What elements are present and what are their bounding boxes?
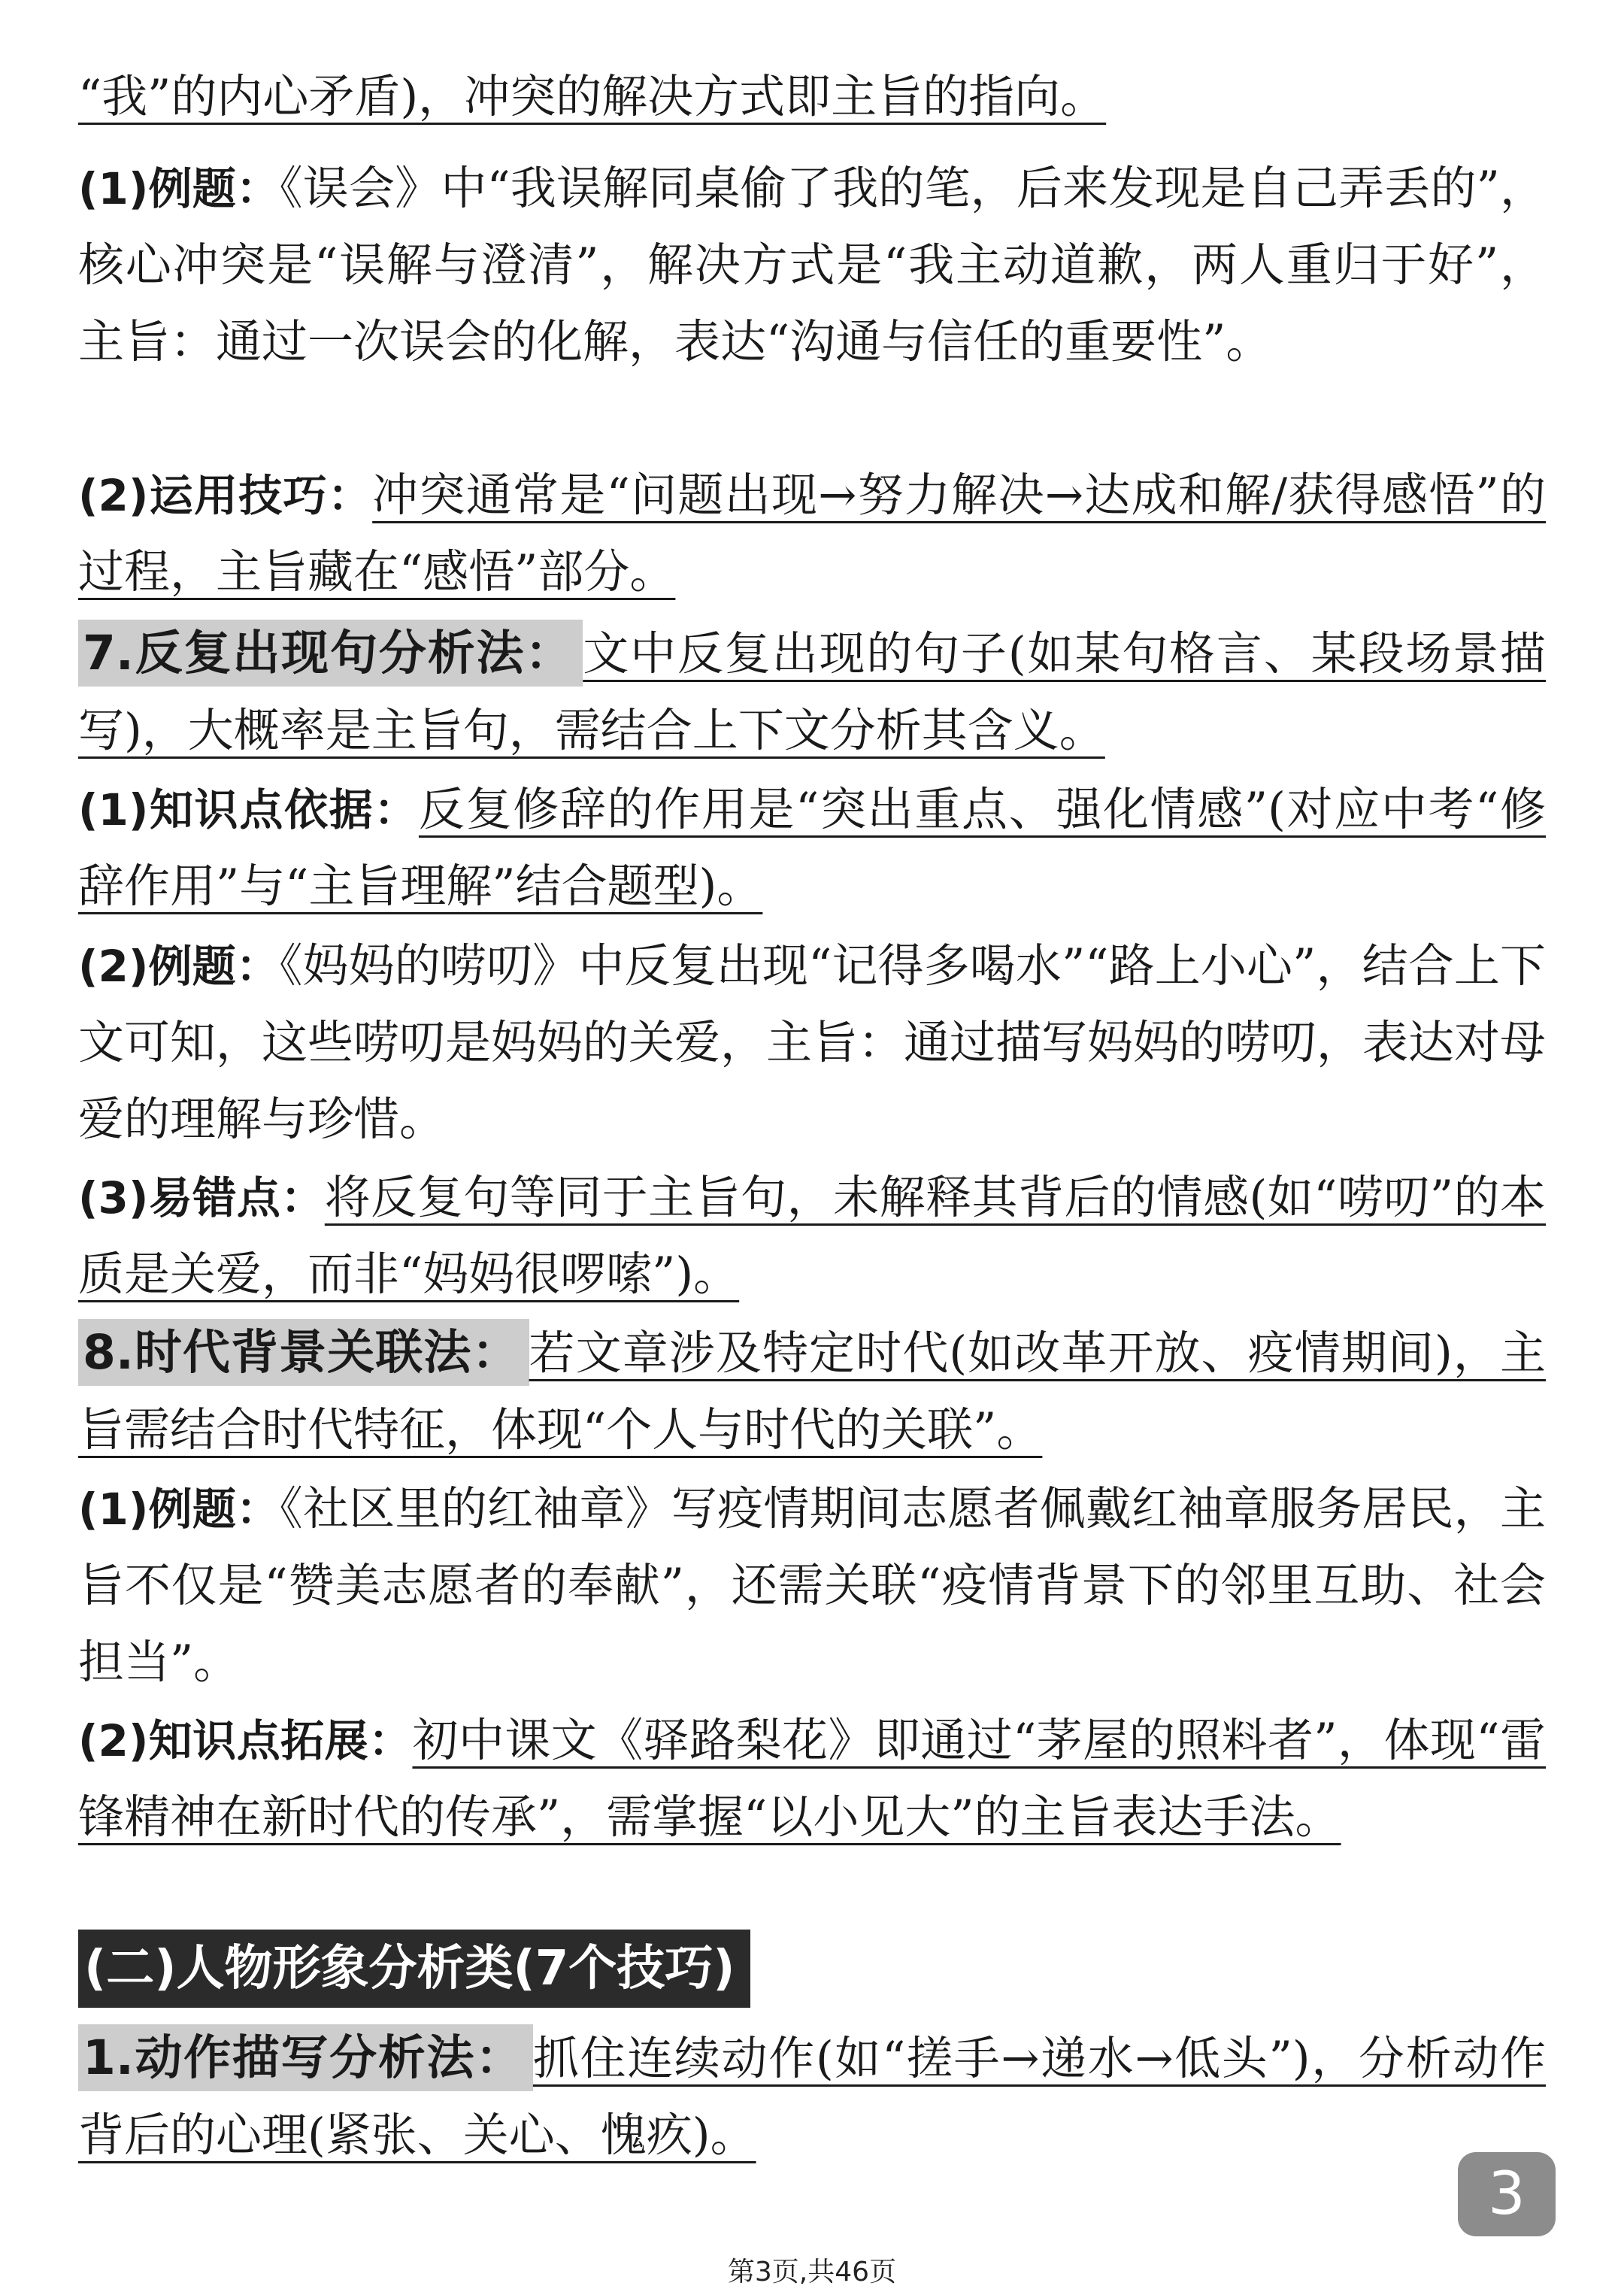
paragraph-heading-2-1 bbox=[78, 2020, 1546, 2174]
section-heading: 1.动作描写分析法： bbox=[78, 2024, 533, 2091]
paragraph-example-1 bbox=[78, 150, 1546, 380]
item-label: (1)知识点依据： bbox=[78, 784, 419, 835]
item-label: (2)运用技巧： bbox=[78, 470, 373, 521]
paragraph-text: 抓住连续动作(如“搓手→递水→低头”)，分析动作背后的心理(紧张、关心、愧疚)。 bbox=[78, 2032, 1546, 2162]
paragraph-example-7-2 bbox=[78, 928, 1546, 1158]
paragraph-text: 反复修辞的作用是“突出重点、强化情感”(对应中考“修辞作用”与“主旨理解”结合题型)。 bbox=[78, 783, 1546, 913]
paragraph-heading-8 bbox=[78, 1314, 1546, 1469]
paragraph-text: 《误会》中“我误解同桌偷了我的笔，后来发现是自己弄丢的”，核心冲突是“误解与澄清”，解决方式是“我主动道歉，两人重归于好”，主旨：通过一次误会的化解，表达“沟通与信任的重要性”。 bbox=[78, 162, 1546, 368]
paragraph-heading-7 bbox=[78, 615, 1546, 769]
paragraph-text: 初中课文《驿路梨花》即通过“茅屋的照料者”，体现“雷锋精神在新时代的传承”，需掌握“以小见大”的主旨表达手法。 bbox=[78, 1714, 1546, 1844]
item-label: (3)易错点： bbox=[78, 1172, 325, 1223]
paragraph-text: 将反复句等同于主旨句，未解释其背后的情感(如“唠叨”的本质是关爱，而非“妈妈很啰嗦”)。 bbox=[78, 1171, 1547, 1301]
section-heading: 7.反复出现句分析法： bbox=[78, 620, 583, 687]
paragraph-text: 《妈妈的唠叨》中反复出现“记得多喝水”“路上小心”，结合上下文可知，这些唠叨是妈妈的关爱，主旨：通过描写妈妈的唠叨，表达对母爱的理解与珍惜。 bbox=[78, 939, 1547, 1146]
paragraph-pitfall-7-3 bbox=[78, 1160, 1546, 1313]
paragraph-text: 文中反复出现的句子(如某句格言、某段场景描写)，大概率是主旨句，需结合上下文分析其含义。 bbox=[78, 627, 1546, 757]
paragraph-text: 若文章涉及特定时代(如改革开放、疫情期间)，主旨需结合时代特征，体现“个人与时代的关联”。 bbox=[78, 1326, 1546, 1457]
paragraph-basis-7-1 bbox=[78, 772, 1546, 925]
item-label: (1)例题： bbox=[78, 1484, 280, 1535]
paragraph-text: 《社区里的红袖章》写疫情期间志愿者佩戴红袖章服务居民，主旨不仅是“赞美志愿者的奉献”，还需关联“疫情背景下的邻里互助、社会担当”。 bbox=[78, 1482, 1546, 1689]
paragraph-example-8-1 bbox=[78, 1471, 1546, 1701]
paragraph-text: “我”的内心矛盾)，冲突的解决方式即主旨的指向。 bbox=[78, 70, 1107, 123]
paragraph-extension-8-2 bbox=[78, 1702, 1546, 1856]
item-label: (1)例题： bbox=[78, 163, 280, 214]
section-heading: 8.时代背景关联法： bbox=[78, 1319, 529, 1386]
paragraph-text: 冲突通常是“问题出现→努力解决→达成和解/获得感悟”的过程，主旨藏在“感悟”部分。 bbox=[78, 468, 1546, 599]
paragraph-intro-line bbox=[78, 59, 1546, 135]
page-footer: 第3页,共46页 bbox=[727, 2257, 897, 2287]
item-label: (2)例题： bbox=[78, 941, 280, 992]
paragraph-technique-2 bbox=[78, 457, 1546, 611]
category-banner: (二)人物形象分析类(7个技巧) bbox=[78, 1930, 750, 2008]
item-label: (2)知识点拓展： bbox=[78, 1715, 413, 1766]
page-number-badge: 3 bbox=[1458, 2152, 1556, 2236]
